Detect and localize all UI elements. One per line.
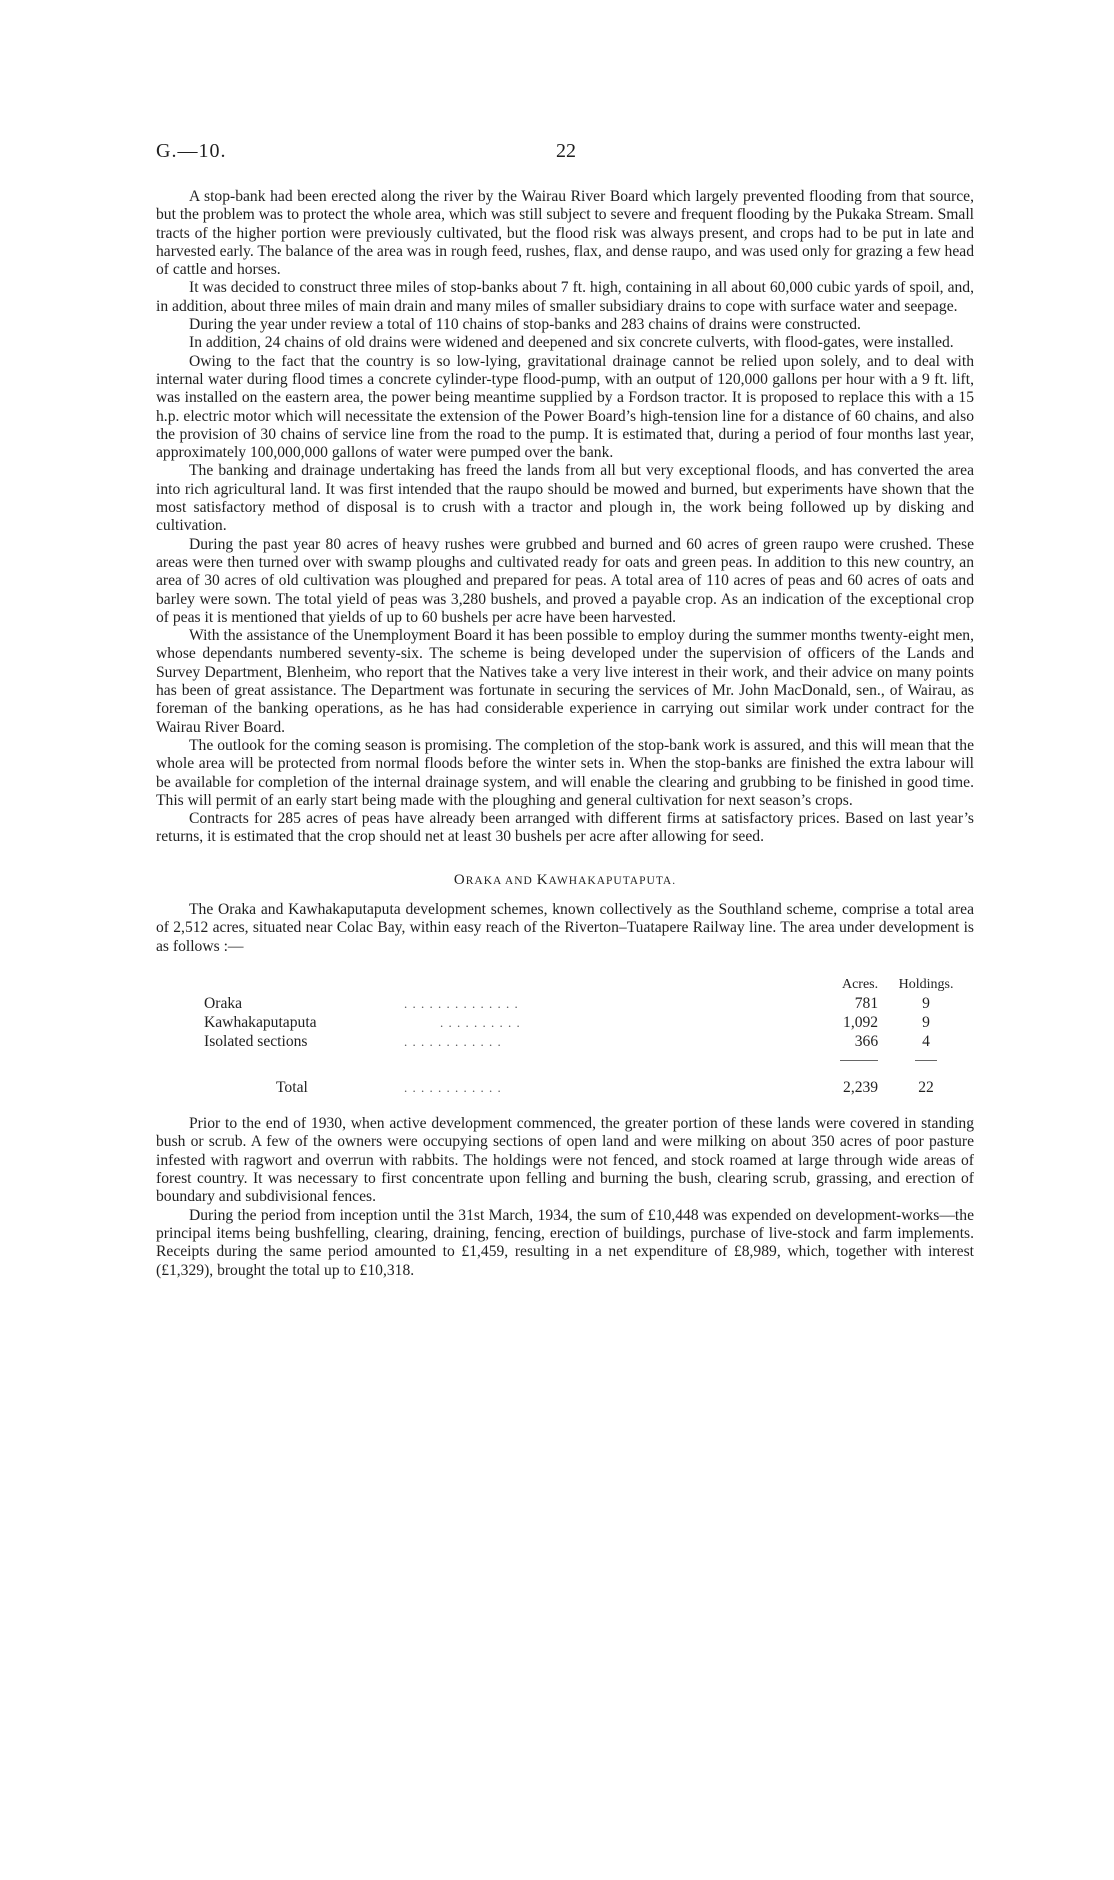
paragraph: The banking and drainage undertaking has freed the lands from all but very exceptional floods, and has converted the area into rich agricultural land. It was first intended that the raupo should be mowed and burned, but experiments have shown that the most satisfactory method of disposal is to crush with a tractor and plough in, the work being followed up by disking and cultivation. [156, 462, 974, 535]
closing-paragraphs [156, 1115, 974, 1280]
paragraph: In addition, 24 chains of old drains were widened and deepened and six concrete culverts, with flood-gates, were installed. [189, 334, 954, 352]
section-heading [156, 871, 974, 890]
col-holdings-header: Holdings. [898, 976, 954, 992]
total-label: Total [276, 1078, 308, 1096]
paragraph: Contracts for 285 acres of peas have already been arranged with different firms at satisfactory prices. Based on last year’s returns, it is estimated that the crop should net at least 30 bushels per acre after allowing for seed. [156, 810, 974, 846]
page-number: 22 [556, 140, 576, 162]
heading-part: K [536, 871, 549, 888]
row-leader: . . . . . . . . . . [439, 1014, 521, 1030]
paragraph: Owing to the fact that the country is so low-lying, gravitational drainage cannot be relied upon solely, and to deal with internal water during flood times a concrete cylinder-type flood-pump, with an output of 120,000 gallons per hour with a 9 ft. lift, was installed on the eastern area, the power being meantime supplied by a Fordson tractor. It is proposed to replace this with a 15 h.p. electric motor which will necessitate the extension of the Power Board’s high-tension line for a distance of 60 chains, and also the provision of 30 chains of service line from the road to the pump. It is estimated that, during a period of four months last year, approximately 100,000,000 gallons of water were pumped over the bank. [156, 352, 974, 462]
paragraph: It was decided to construct three miles of stop-banks about 7 ft. high, containing in all about 60,000 cubic yards of spoil, and, in addition, about three miles of main drain and many miles of smaller subsidiary drains to cope with surface water and seepage. [156, 279, 974, 315]
paragraph: During the period from inception until the 31st March, 1934, the sum of £10,448 was expended on development-works—the principal items being bushfelling, clearing, draining, fencing, erection of buildings, purchase of live-stock and farm implements. Receipts during the same period amounted to £1,459, resulting in a net expenditure of £8,989, which, together with interest (£1,329), brought the total up to £10,318. [156, 1206, 974, 1279]
table-row [204, 994, 974, 1013]
report-code: G.—10. [156, 140, 227, 162]
table-row [204, 1013, 974, 1032]
paragraph: During the past year 80 acres of heavy rushes were grubbed and burned and 60 acres of green raupo were crushed. These areas were then turned over with swamp ploughs and cultivated ready for oats and green peas. In addition to this new country, an area of 30 acres of old cultivation was ploughed and prepared for peas. A total area of 110 acres of peas and 60 acres of oats and barley were sown. The total yield of peas was 3,280 bushels, and proved a payable crop. As an indication of the exceptional crop of peas it is mentioned that yields of up to 60 bushels per acre have been harvested. [156, 535, 974, 626]
page-header [0, 140, 1114, 164]
paragraph: With the assistance of the Unemployment Board it has been possible to employ during the summer months twenty-eight men, whose dependants numbered seventy-six. The scheme is being developed under the supervision of officers of the Lands and Survey Department, Blenheim, who report that the Natives take a very live interest in their work, and their advice on many points has been of great assistance. The Department was fortunate in securing the services of Mr. John MacDonald, sen., of Wairau, as foreman of the banking operations, as he has had considerable experience in carrying out similar work under contract for the Wairau River Board. [156, 627, 974, 736]
table-total-row [204, 1069, 974, 1097]
row-acres: 366 [854, 1032, 879, 1050]
total-acres: 2,239 [843, 1078, 879, 1096]
row-leader: . . . . . . . . . . . . [403, 1033, 502, 1049]
row-acres: 781 [854, 994, 879, 1012]
total-rule [915, 1060, 937, 1061]
total-rule [840, 1060, 878, 1061]
row-name: Kawhakaputaputa [204, 1013, 317, 1031]
paragraph: Prior to the end of 1930, when active development commenced, the greater portion of these lands were covered in standing bush or scrub. A few of the owners were occupying sections of open land and were milking on about 350 acres of poor pasture infested with ragwort and overrun with rabbits. The holdings were not fenced, and stock roamed at large through wide areas of forest country. It was necessary to first concentrate upon felling and burning the bush, clearing scrub, grassing, and erection of boundary and subdivisional fences. [156, 1115, 974, 1206]
area-table [204, 972, 974, 1097]
document-body [156, 188, 974, 1280]
section-intro: The Oraka and Kawhakaputaputa development schemes, known collectively as the Southland scheme, comprise a total area of 2,512 acres, situated near Colac Bay, within easy reach of the Riverton–Tuatapere Railway line. The area under development is as follows :— [156, 900, 974, 955]
row-holdings: 4 [922, 1032, 930, 1050]
total-holdings: 22 [918, 1078, 934, 1096]
paragraph: A stop-bank had been erected along the river by the Wairau River Board which largely prevented flooding from that source, but the problem was to protect the whole area, which was still subject to severe and frequent flooding by the Pukaka Stream. Small tracts of the higher portion were previously cultivated, but the flood risk was always present, and crops had to be put in late and harvested early. The balance of the area was in rough feed, rushes, flax, and dense raupo, and was used only for grazing a few head of cattle and horses. [156, 188, 974, 279]
row-name: Isolated sections [204, 1032, 308, 1050]
heading-part: AWHAKAPUTAPUTA. [548, 874, 677, 887]
table-row [204, 1032, 974, 1051]
heading-part: RAKA AND [465, 874, 537, 887]
row-leader: . . . . . . . . . . . . [403, 1079, 502, 1095]
table-header-row [204, 972, 974, 994]
heading-part: O [453, 871, 466, 888]
total-rule-row [204, 1051, 974, 1069]
row-leader: . . . . . . . . . . . . . . [403, 995, 519, 1011]
paragraph: The outlook for the coming season is promising. The completion of the stop-bank work is assured, and this will mean that the whole area will be protected from normal floods before the winter sets in. When the stop-banks are finished the extra labour will be available for completion of the internal drainage system, and will enable the clearing and grubbing to be finished in good time. This will permit of an early start being made with the ploughing and general cultivation for next season’s crops. [156, 736, 974, 809]
row-acres: 1,092 [843, 1013, 879, 1031]
row-holdings: 9 [922, 994, 930, 1012]
row-name: Oraka [204, 994, 243, 1012]
paragraph: During the year under review a total of 110 chains of stop-banks and 283 chains of drains were constructed. [189, 316, 861, 334]
row-holdings: 9 [922, 1013, 930, 1031]
col-acres-header: Acres. [841, 976, 879, 992]
